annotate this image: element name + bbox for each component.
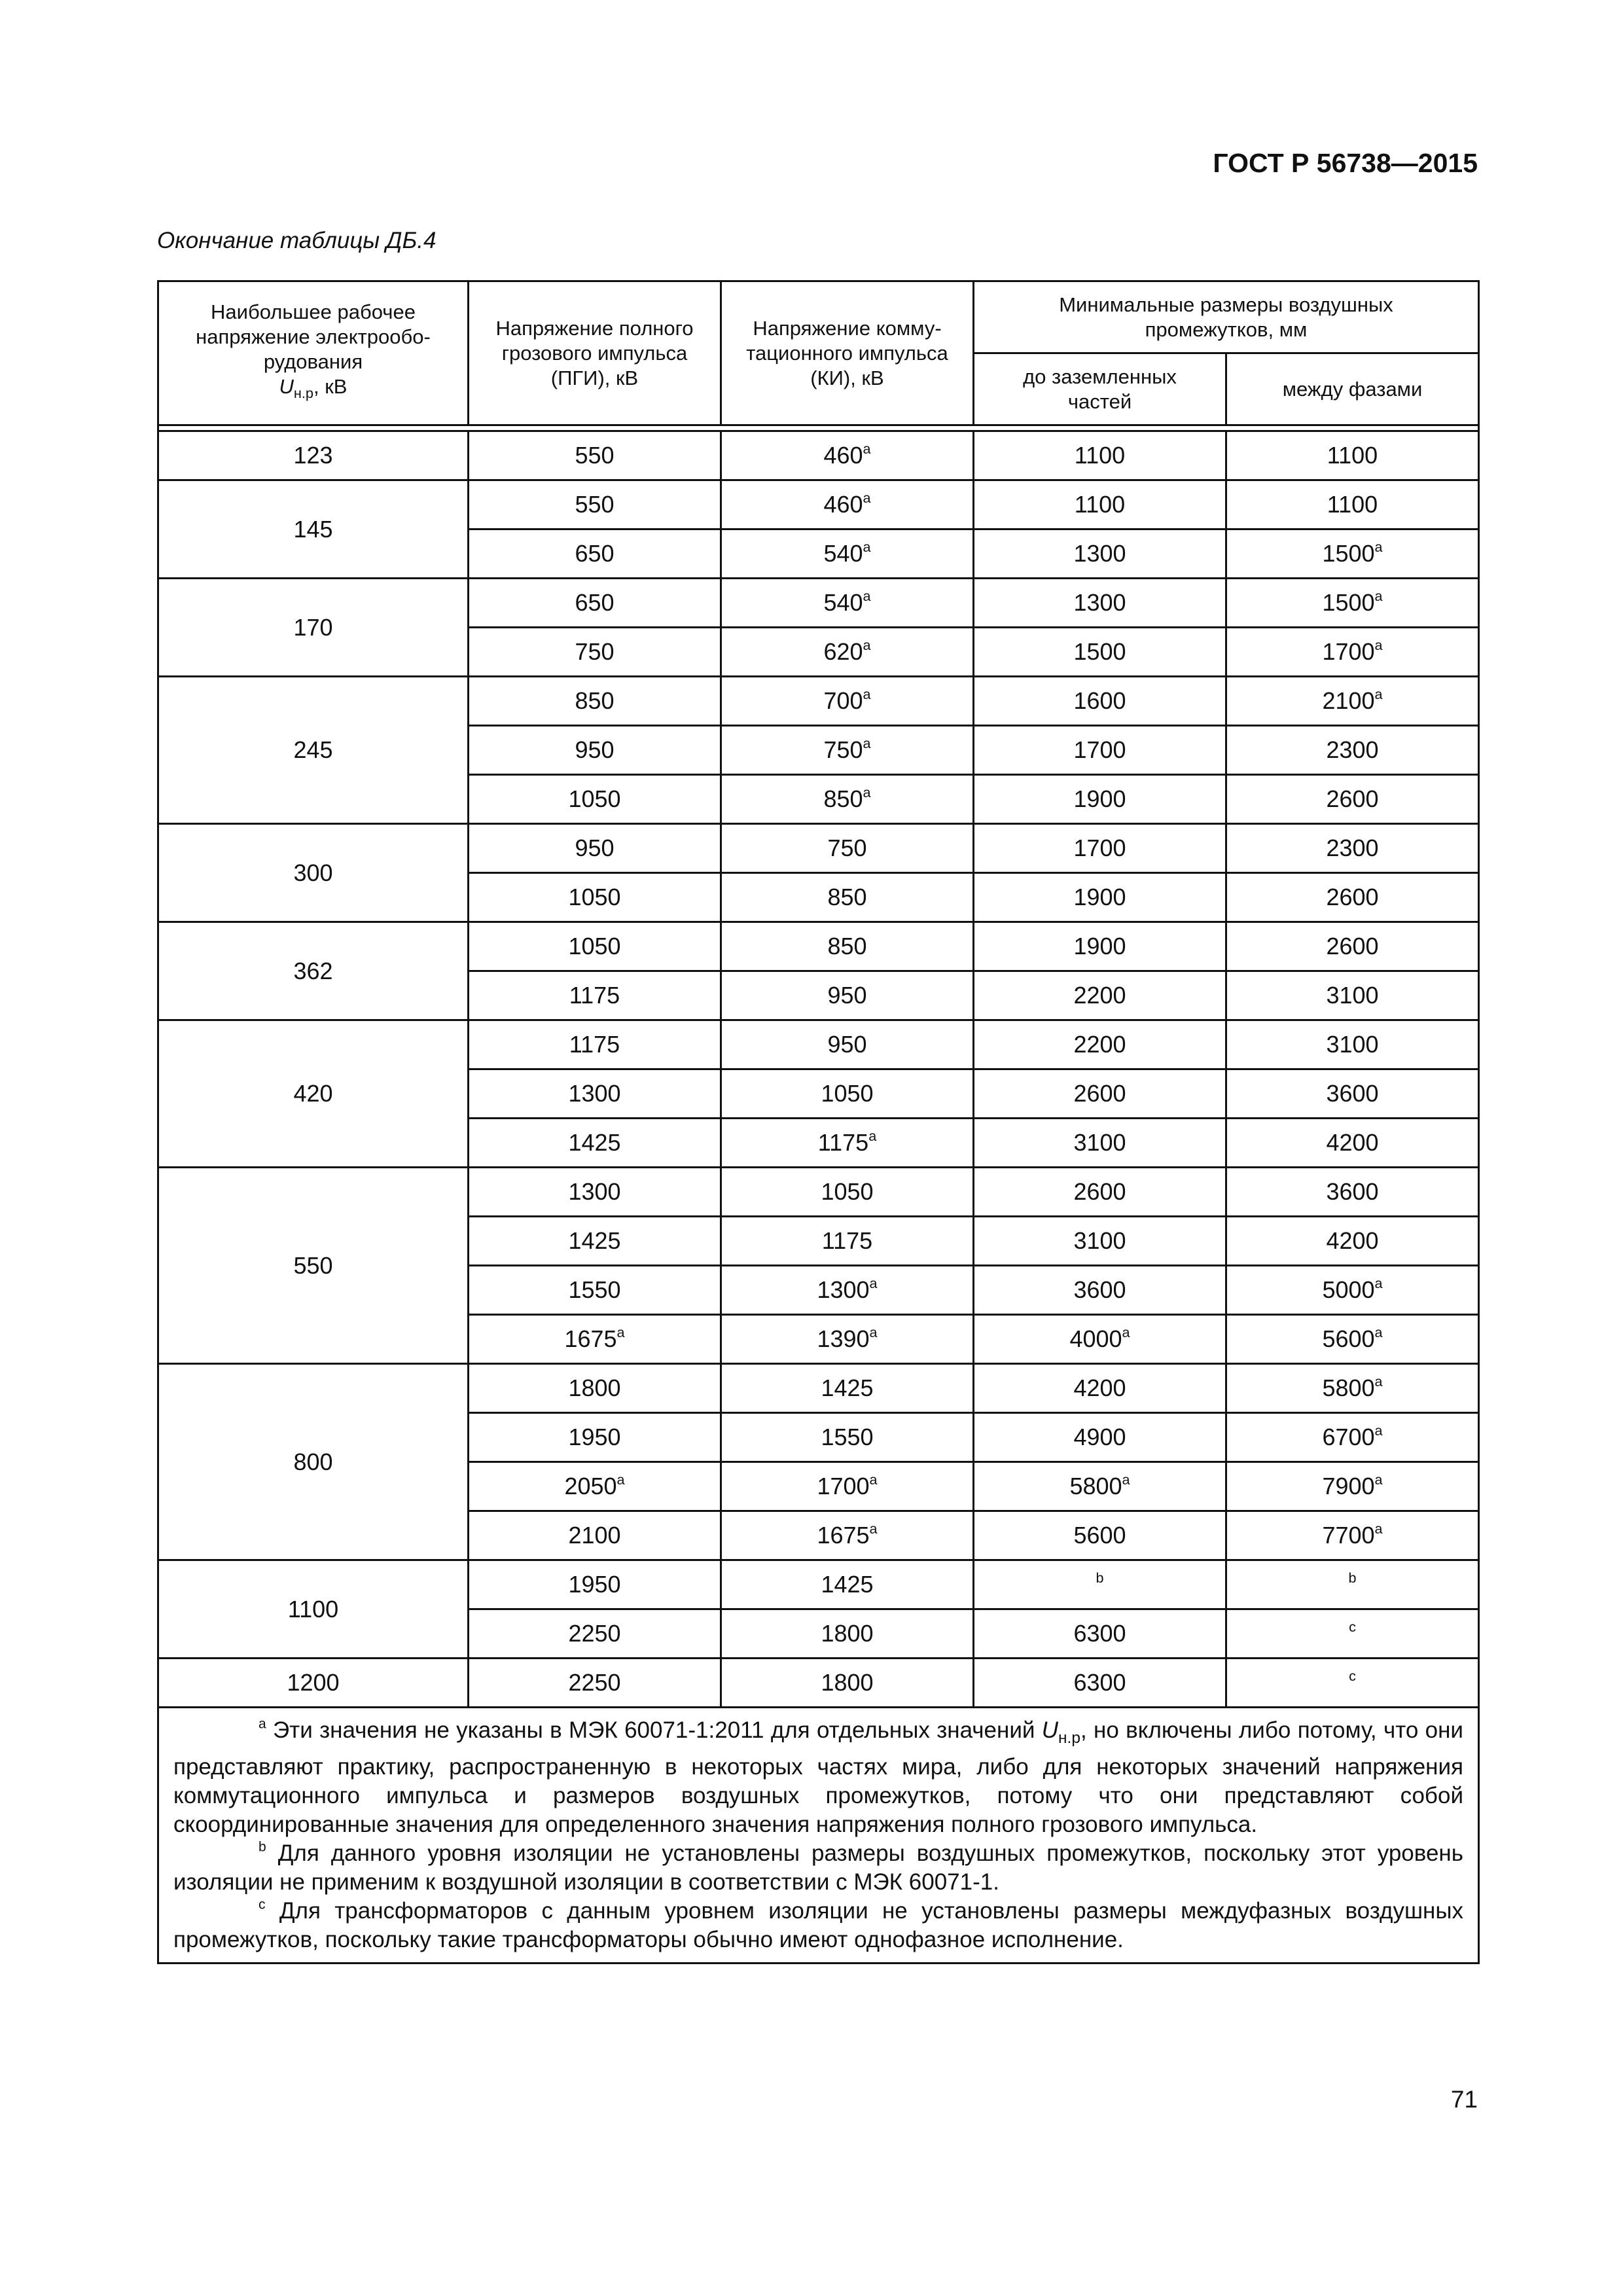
cell-gap-phase: 6700$^a$ — [1226, 1413, 1479, 1462]
page-number: 71 — [1450, 2086, 1478, 2113]
cell-lightning-impulse: 550 — [469, 431, 721, 480]
cell-switching-impulse: 1050 — [721, 1168, 974, 1217]
cell-gap-phase: 5000$^a$ — [1226, 1266, 1479, 1315]
cell-gap-phase: 2600 — [1226, 873, 1479, 922]
table-row — [158, 677, 1479, 726]
cell-switching-impulse: 1390$^a$ — [721, 1315, 974, 1364]
cell-gap-to-ground: 1900 — [974, 873, 1226, 922]
cell-gap-to-ground: 2200 — [974, 971, 1226, 1020]
cell-gap-to-ground: 2600 — [974, 1168, 1226, 1217]
cell-gap-phase: 3100 — [1226, 1020, 1479, 1069]
cell-max-voltage: 300 — [158, 824, 469, 922]
cell-lightning-impulse: 1300 — [469, 1069, 721, 1119]
cell-lightning-impulse: 750 — [469, 628, 721, 677]
table-row — [158, 1168, 1479, 1217]
table-footnotes — [158, 1708, 1479, 1964]
header-phase-to-phase: между фазами — [1226, 353, 1479, 425]
cell-gap-to-ground: 2200 — [974, 1020, 1226, 1069]
cell-gap-to-ground: 4000$^a$ — [974, 1315, 1226, 1364]
cell-switching-impulse: 700$^a$ — [721, 677, 974, 726]
table-row — [158, 1020, 1479, 1069]
cell-switching-impulse: 1300$^a$ — [721, 1266, 974, 1315]
cell-gap-to-ground: 1500 — [974, 628, 1226, 677]
cell-switching-impulse: 1175$^a$ — [721, 1119, 974, 1168]
cell-gap-phase: 2600 — [1226, 922, 1479, 971]
table-row — [158, 431, 1479, 480]
cell-lightning-impulse: 1550 — [469, 1266, 721, 1315]
cell-gap-to-ground: b — [974, 1560, 1226, 1609]
document-standard-number: ГОСТ Р 56738—2015 — [1213, 148, 1478, 178]
cell-max-voltage: 800 — [158, 1364, 469, 1560]
cell-lightning-impulse: 1050 — [469, 922, 721, 971]
cell-lightning-impulse: 1050 — [469, 775, 721, 824]
cell-gap-phase: 2300 — [1226, 824, 1479, 873]
cell-max-voltage: 245 — [158, 677, 469, 824]
cell-gap-phase: 2600 — [1226, 775, 1479, 824]
table-row — [158, 1364, 1479, 1413]
cell-lightning-impulse: 1950 — [469, 1560, 721, 1609]
cell-gap-phase: 2300 — [1226, 726, 1479, 775]
cell-max-voltage: 123 — [158, 431, 469, 480]
table-row — [158, 922, 1479, 971]
cell-lightning-impulse: 2250 — [469, 1659, 721, 1708]
cell-max-voltage: 420 — [158, 1020, 469, 1168]
cell-switching-impulse: 850 — [721, 873, 974, 922]
footnote-b: $^b$ Для данного уровня изоляции не установлены размеры воздушных промежутков, поскольку этот уровень изоляции не применим к воздушной изоляции в соответствии с МЭК 60071-1. — [173, 1839, 1463, 1895]
header-switching-impulse: Напряжение комму- тационного импульса (КИ), кВ — [721, 281, 974, 425]
footnote-c: $^c$ Для трансформаторов с данным уровнем изоляции не установлены размеры междуфазных воздушных промежутков, поскольку такие трансформаторы обычно имеют однофазное исполнение. — [173, 1897, 1464, 1952]
cell-max-voltage: 145 — [158, 480, 469, 579]
cell-gap-phase: 5600$^a$ — [1226, 1315, 1479, 1364]
cell-gap-phase: 7700$^a$ — [1226, 1511, 1479, 1560]
header-min-air-gaps: Минимальные размеры воздушных промежутков, мм — [974, 281, 1479, 353]
cell-gap-phase: 3600 — [1226, 1069, 1479, 1119]
cell-gap-phase: 7900$^a$ — [1226, 1462, 1479, 1511]
table-row — [158, 579, 1479, 628]
table-body — [158, 431, 1479, 1708]
cell-gap-to-ground: 3600 — [974, 1266, 1226, 1315]
header-to-ground: до заземленных частей — [974, 353, 1226, 425]
header-max-voltage: Наибольшее рабочее напряжение электрообо- рудования $U_{н.р}$, кВ — [158, 281, 469, 425]
cell-lightning-impulse: 1425 — [469, 1217, 721, 1266]
cell-gap-to-ground: 2600 — [974, 1069, 1226, 1119]
cell-gap-phase: 1500$^a$ — [1226, 529, 1479, 579]
cell-gap-to-ground: 1700 — [974, 824, 1226, 873]
cell-switching-impulse: 460$^a$ — [721, 480, 974, 529]
cell-gap-to-ground: 6300 — [974, 1609, 1226, 1659]
cell-switching-impulse: 1050 — [721, 1069, 974, 1119]
cell-gap-to-ground: 1900 — [974, 775, 1226, 824]
cell-lightning-impulse: 950 — [469, 726, 721, 775]
air-gap-table — [157, 280, 1480, 1964]
table-row — [158, 480, 1479, 529]
cell-lightning-impulse: 1950 — [469, 1413, 721, 1462]
cell-lightning-impulse: 650 — [469, 529, 721, 579]
table-caption: Окончание таблицы ДБ.4 — [157, 228, 437, 253]
cell-lightning-impulse: 1175 — [469, 1020, 721, 1069]
cell-lightning-impulse: 1175 — [469, 971, 721, 1020]
cell-gap-to-ground: 1600 — [974, 677, 1226, 726]
cell-gap-to-ground: 1100 — [974, 480, 1226, 529]
table-row — [158, 1659, 1479, 1708]
cell-gap-to-ground: 1700 — [974, 726, 1226, 775]
cell-switching-impulse: 750$^a$ — [721, 726, 974, 775]
cell-gap-to-ground: 1100 — [974, 431, 1226, 480]
cell-gap-to-ground: 1300 — [974, 579, 1226, 628]
table-row — [158, 824, 1479, 873]
cell-lightning-impulse: 1800 — [469, 1364, 721, 1413]
cell-switching-impulse: 850$^a$ — [721, 775, 974, 824]
cell-max-voltage: 1100 — [158, 1560, 469, 1659]
cell-gap-phase: c — [1226, 1609, 1479, 1659]
cell-gap-to-ground: 5600 — [974, 1511, 1226, 1560]
cell-switching-impulse: 1800 — [721, 1609, 974, 1659]
cell-switching-impulse: 620$^a$ — [721, 628, 974, 677]
cell-gap-to-ground: 6300 — [974, 1659, 1226, 1708]
cell-switching-impulse: 750 — [721, 824, 974, 873]
cell-lightning-impulse: 2250 — [469, 1609, 721, 1659]
cell-lightning-impulse: 850 — [469, 677, 721, 726]
cell-max-voltage: 550 — [158, 1168, 469, 1364]
cell-max-voltage: 1200 — [158, 1659, 469, 1708]
cell-gap-phase: 1100 — [1226, 431, 1479, 480]
cell-lightning-impulse: 1675$^a$ — [469, 1315, 721, 1364]
cell-switching-impulse: 850 — [721, 922, 974, 971]
cell-gap-to-ground: 4900 — [974, 1413, 1226, 1462]
cell-gap-phase: 1500$^a$ — [1226, 579, 1479, 628]
cell-lightning-impulse: 2050$^a$ — [469, 1462, 721, 1511]
cell-switching-impulse: 1700$^a$ — [721, 1462, 974, 1511]
cell-switching-impulse: 1425 — [721, 1560, 974, 1609]
cell-gap-to-ground: 1900 — [974, 922, 1226, 971]
cell-gap-phase: b — [1226, 1560, 1479, 1609]
header-lightning-impulse: Напряжение полного грозового импульса (ПГИ), кВ — [469, 281, 721, 425]
cell-gap-phase: 1700$^a$ — [1226, 628, 1479, 677]
cell-switching-impulse: 1550 — [721, 1413, 974, 1462]
cell-lightning-impulse: 950 — [469, 824, 721, 873]
cell-switching-impulse: 460$^a$ — [721, 431, 974, 480]
cell-gap-phase: 5800$^a$ — [1226, 1364, 1479, 1413]
cell-lightning-impulse: 2100 — [469, 1511, 721, 1560]
cell-gap-phase: 4200 — [1226, 1217, 1479, 1266]
table-row — [158, 1560, 1479, 1609]
cell-gap-to-ground: 3100 — [974, 1119, 1226, 1168]
cell-gap-phase: 3600 — [1226, 1168, 1479, 1217]
cell-gap-to-ground: 5800$^a$ — [974, 1462, 1226, 1511]
cell-switching-impulse: 950 — [721, 1020, 974, 1069]
cell-gap-to-ground: 4200 — [974, 1364, 1226, 1413]
cell-switching-impulse: 1425 — [721, 1364, 974, 1413]
cell-switching-impulse: 1175 — [721, 1217, 974, 1266]
cell-gap-phase: 1100 — [1226, 480, 1479, 529]
cell-gap-phase: 2100$^a$ — [1226, 677, 1479, 726]
cell-lightning-impulse: 1425 — [469, 1119, 721, 1168]
cell-switching-impulse: 950 — [721, 971, 974, 1020]
cell-gap-to-ground: 1300 — [974, 529, 1226, 579]
cell-gap-phase: 4200 — [1226, 1119, 1479, 1168]
cell-gap-phase: 3100 — [1226, 971, 1479, 1020]
cell-switching-impulse: 1800 — [721, 1659, 974, 1708]
cell-lightning-impulse: 1050 — [469, 873, 721, 922]
cell-switching-impulse: 540$^a$ — [721, 579, 974, 628]
cell-lightning-impulse: 1300 — [469, 1168, 721, 1217]
cell-switching-impulse: 540$^a$ — [721, 529, 974, 579]
cell-gap-phase: c — [1226, 1659, 1479, 1708]
cell-lightning-impulse: 650 — [469, 579, 721, 628]
cell-switching-impulse: 1675$^a$ — [721, 1511, 974, 1560]
cell-max-voltage: 170 — [158, 579, 469, 677]
cell-gap-to-ground: 3100 — [974, 1217, 1226, 1266]
cell-max-voltage: 362 — [158, 922, 469, 1020]
footnote-a: $^a$ Эти значения не указаны в МЭК 60071-1:2011 для отдельных значений $U_{н.р}$, но включены либо потому, что они представляют практику, распространенную в некоторых частях мира, либо для некоторых значений напряжения коммутационного импульса и размеров воздушных промежутков, потому что они представляют собой скоординированные значения для определенного значения напряжения полного грозового импульса. — [173, 1716, 1463, 1837]
cell-lightning-impulse: 550 — [469, 480, 721, 529]
